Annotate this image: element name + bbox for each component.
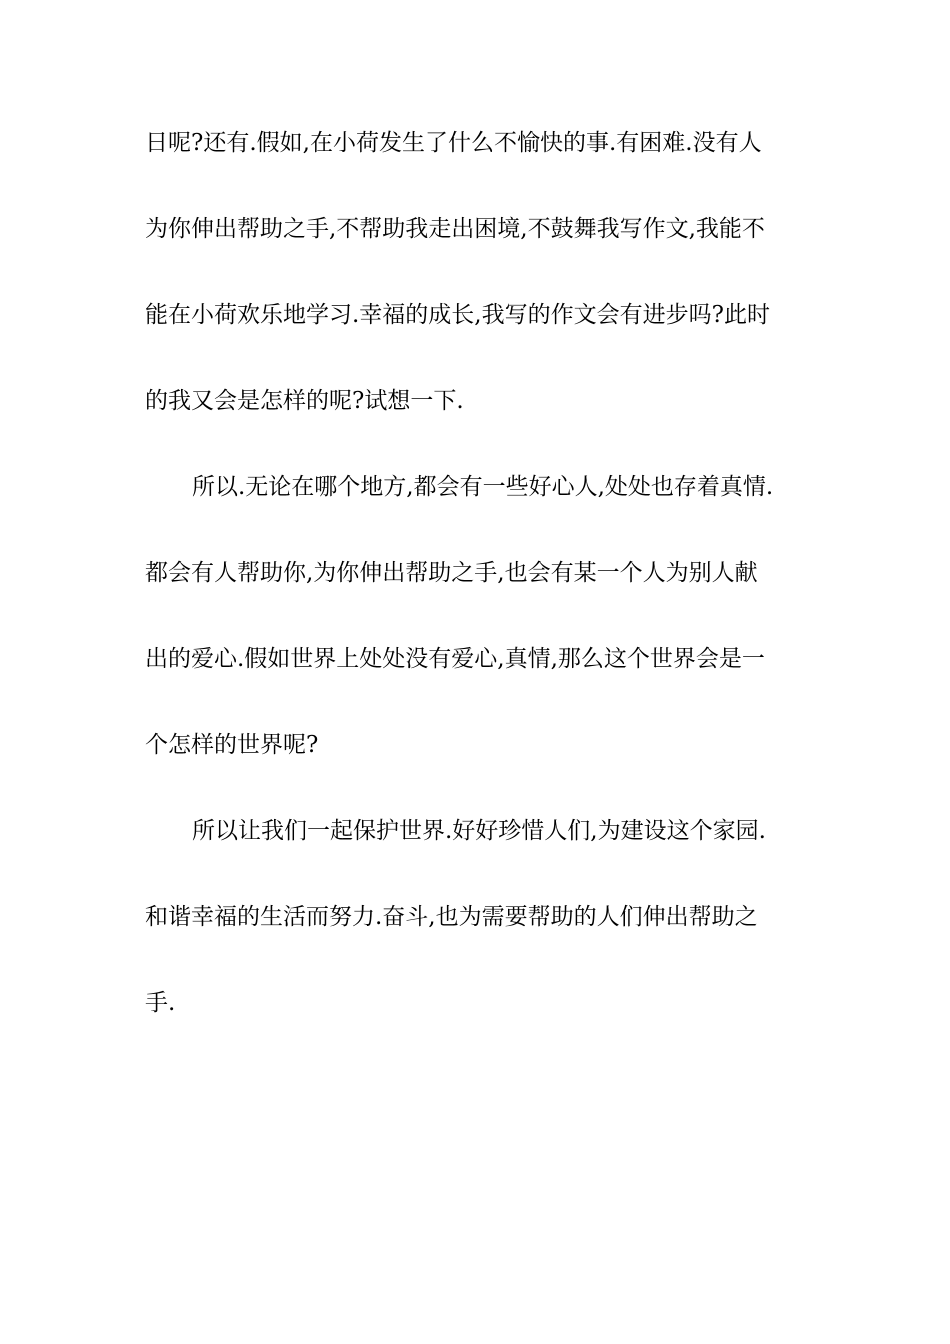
text-line: 出的爱心.假如世界上处处没有爱心,真情,那么这个世界会是一 xyxy=(145,646,765,672)
paragraph-3 xyxy=(145,819,815,1015)
document-body xyxy=(145,131,815,1077)
text-line: 都会有人帮助你,为你伸出帮助之手,也会有某一个人为别人献 xyxy=(145,560,758,586)
paragraph-1 xyxy=(145,131,815,413)
text-line: 能在小荷欢乐地学习.幸福的成长,我写的作文会有进步吗?此时 xyxy=(145,302,770,328)
text-line: 和谐幸福的生活而努力.奋斗,也为需要帮助的人们伸出帮助之 xyxy=(145,904,758,930)
text-line: 手. xyxy=(145,990,176,1016)
text-line: 的我又会是怎样的呢?试想一下. xyxy=(145,388,464,414)
text-line: 日呢?还有.假如,在小荷发生了什么不愉快的事.有困难.没有人 xyxy=(145,130,762,156)
text-line: 为你伸出帮助之手,不帮助我走出困境,不鼓舞我写作文,我能不 xyxy=(145,216,765,242)
text-line: 所以.无论在哪个地方,都会有一些好心人,处处也存着真情. xyxy=(192,474,774,500)
paragraph-2 xyxy=(145,475,815,757)
text-line: 所以让我们一起保护世界.好好珍惜人们,为建设这个家园. xyxy=(192,818,766,844)
text-line: 个怎样的世界呢? xyxy=(145,732,319,758)
